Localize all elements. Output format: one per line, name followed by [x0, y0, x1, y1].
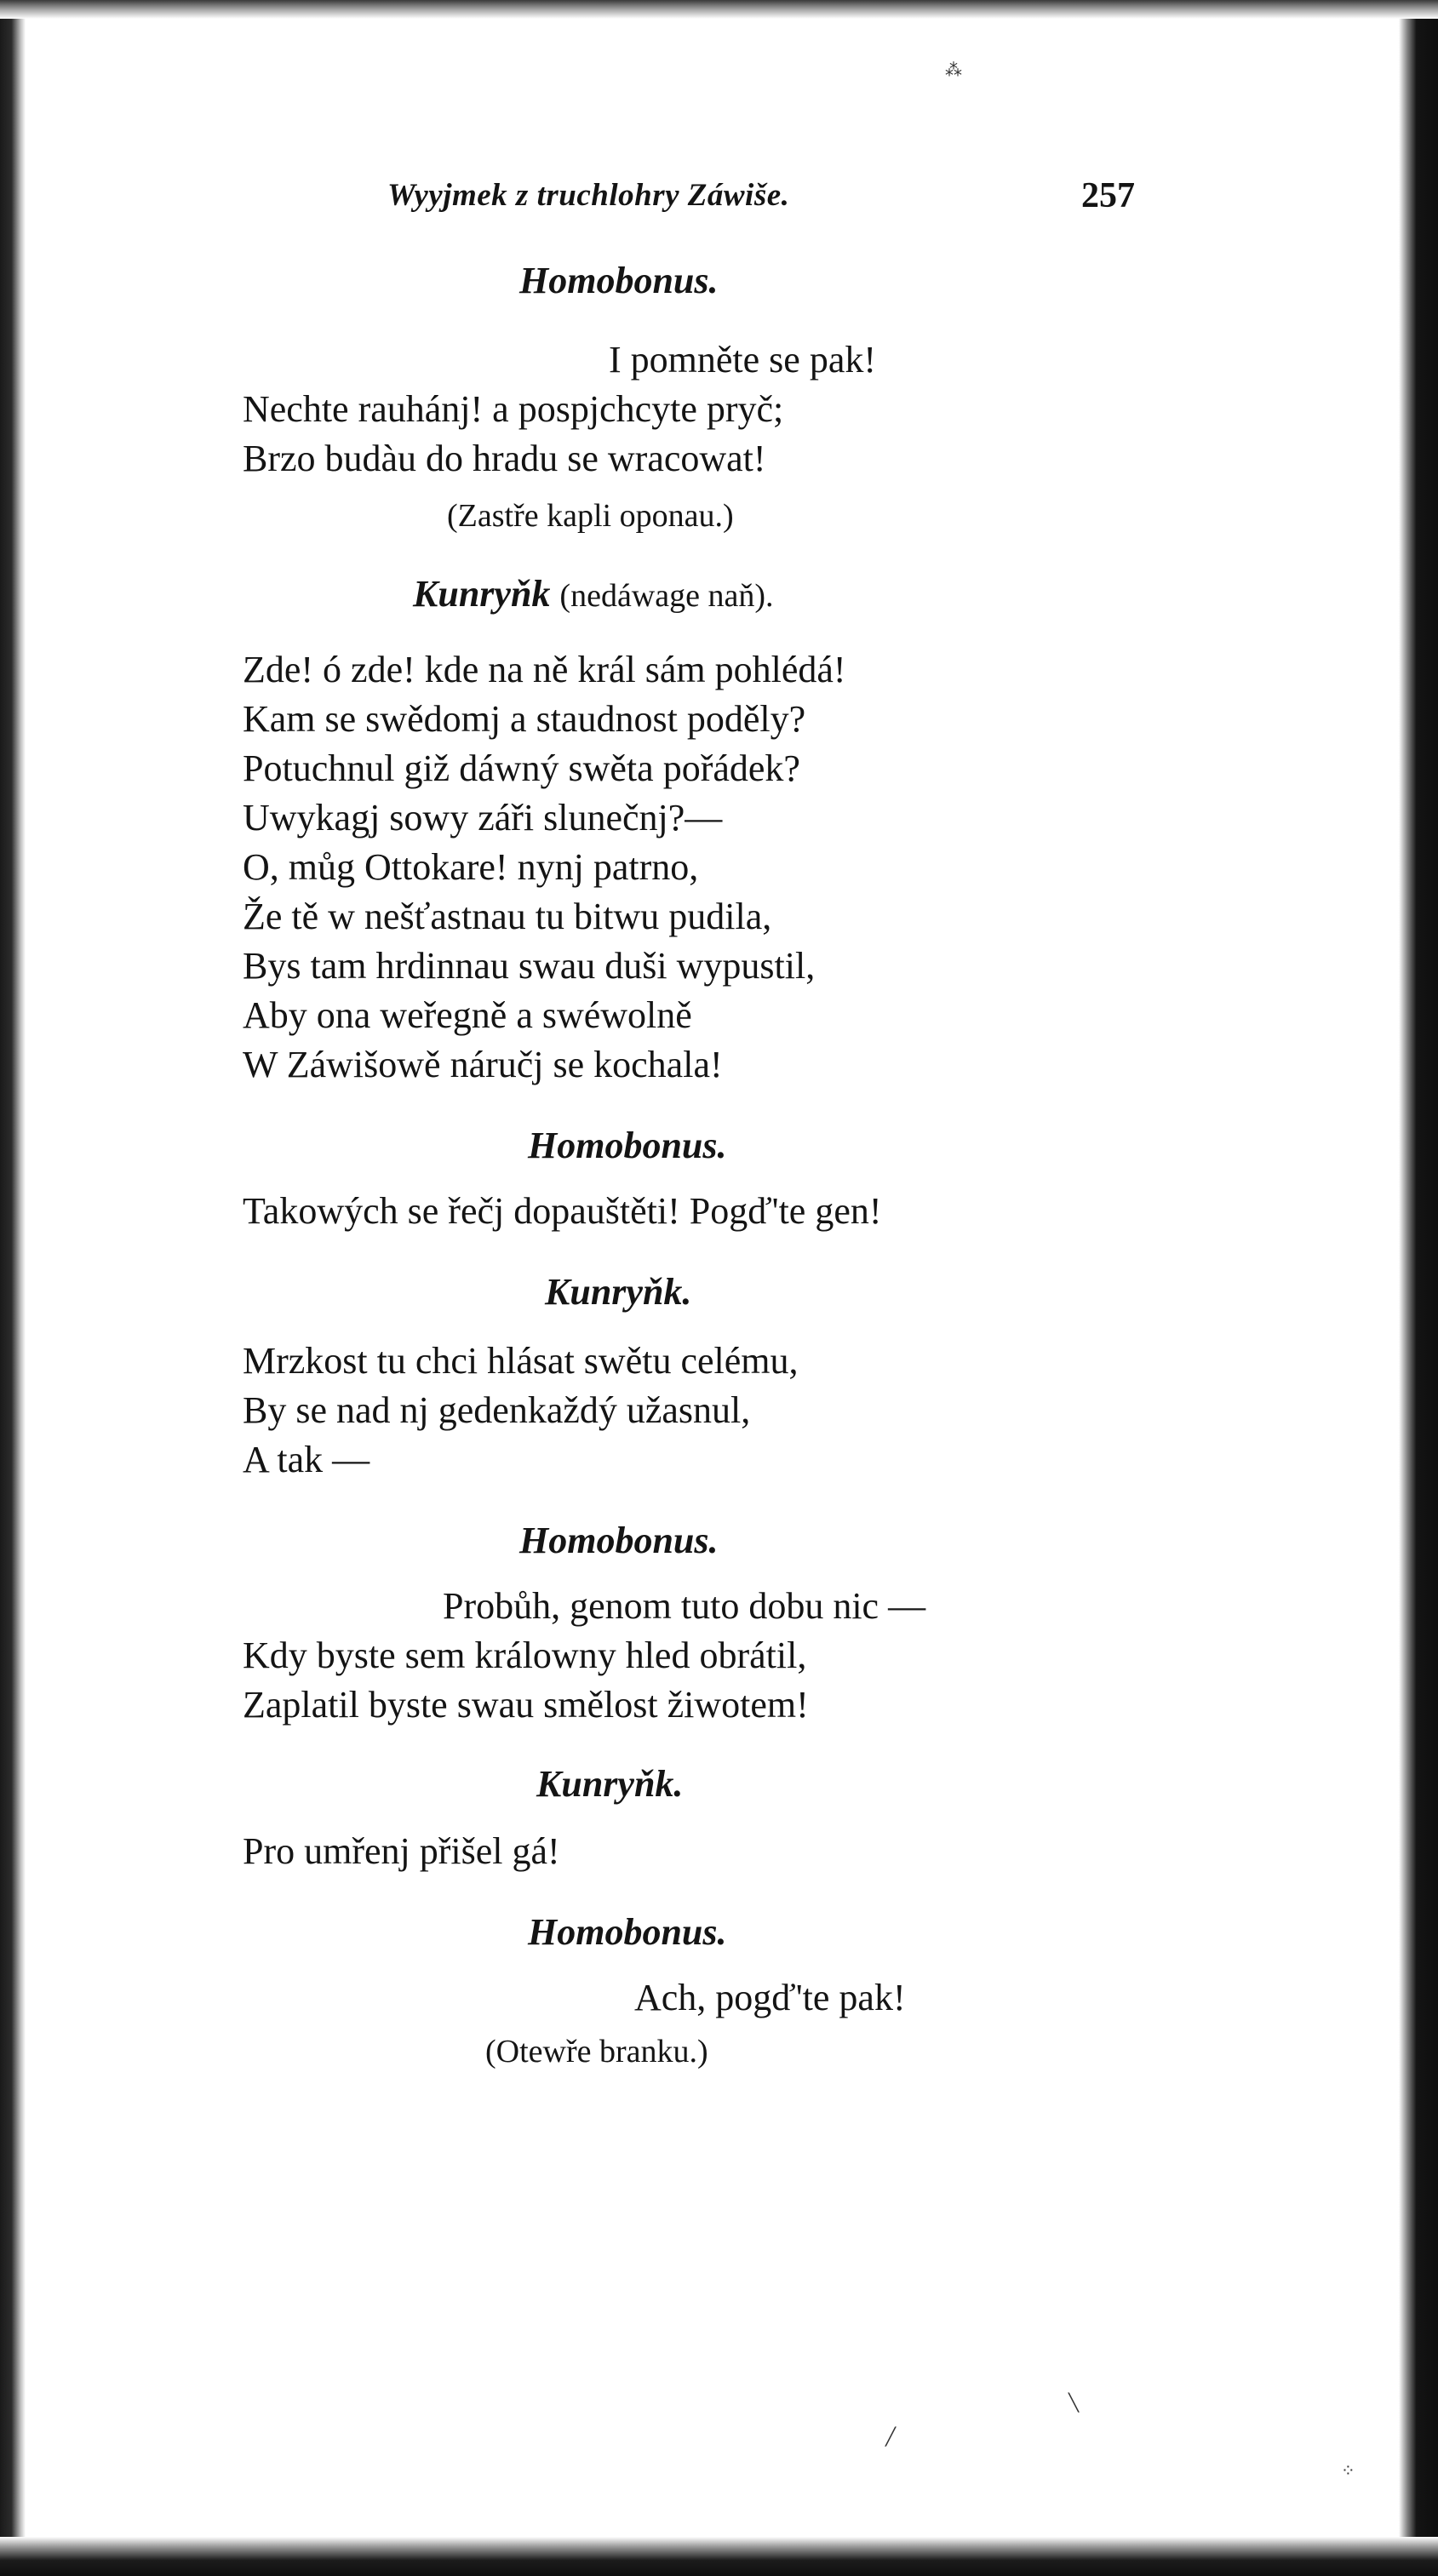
ink-speck: ⁘	[1341, 2460, 1355, 2481]
speaker-name: Homobonus.	[528, 1125, 727, 1166]
stage-direction: (Otewře branku.)	[485, 2034, 708, 2069]
verse-line: Ach, pogď'te pak!	[634, 1977, 906, 2018]
verse-line: Zde! ó zde! kde na ně král sám pohlédá!	[243, 649, 846, 690]
verse-line: Probůh, genom tuto dobu nic —	[443, 1585, 926, 1627]
verse-line: W Záwišowě náručj se kochala!	[243, 1044, 723, 1085]
stage-direction: (nedáwage naň).	[559, 578, 774, 614]
speaker-name: Homobonus.	[519, 260, 719, 301]
verse-line: Aby ona weřegně a swéwolně	[243, 994, 692, 1036]
verse-line: Takowých se řečj dopauštěti! Pogď'te gen!	[243, 1190, 882, 1232]
verse-line: Pro umřenj přišel gá!	[243, 1830, 560, 1872]
verse-line: Bys tam hrdinnau swau duši wypustil,	[243, 945, 816, 987]
verse-line: Kdy byste sem králowny hled obrátil,	[243, 1634, 807, 1676]
verse-line: O, můg Ottokare! nynj patrno,	[243, 846, 699, 888]
ink-speck: ╲	[1068, 2392, 1080, 2413]
speaker-name: Kunryňk.	[545, 1271, 692, 1313]
drama-text	[243, 230, 1094, 2075]
page-number: 257	[1081, 176, 1135, 215]
ink-speck: ╱	[885, 2426, 897, 2447]
verse-line: A tak —	[243, 1439, 370, 1480]
verse-line: Brzo budàu do hradu se wracowat!	[243, 438, 766, 479]
verse-line: Kam se swědomj a staudnost poděly?	[243, 698, 806, 740]
verse-line: Mrzkost tu chci hlásat swětu celému,	[243, 1340, 799, 1382]
speaker-line	[413, 569, 1094, 621]
verse-line: Potuchnul giž dáwný swěta pořádek?	[243, 747, 800, 789]
verse-line: I pomněte se pak!	[609, 339, 876, 381]
verse-line: Že tě w nešťastnau tu bitwu pudila,	[243, 896, 772, 937]
speaker-name: Kunryňk	[413, 573, 551, 615]
stage-direction: (Zastře kapli oponau.)	[447, 498, 734, 534]
speaker-name: Kunryňk.	[536, 1763, 684, 1805]
verse-line: Uwykagj sowy záři slunečnj?—	[243, 797, 723, 839]
speaker-name: Homobonus.	[528, 1911, 727, 1953]
verse-line: Nechte rauhánj! a pospjchcyte pryč;	[243, 388, 784, 430]
verse-line: Zaplatil byste swau smělost žiwotem!	[243, 1684, 809, 1726]
ink-speck: ⁂	[945, 60, 962, 80]
verse-line: By se nad nj gedenkaždý užasnul,	[243, 1389, 751, 1431]
running-title: Wyyjmek z truchlohry Záwiše.	[387, 178, 790, 213]
speaker-name: Homobonus.	[519, 1520, 719, 1561]
